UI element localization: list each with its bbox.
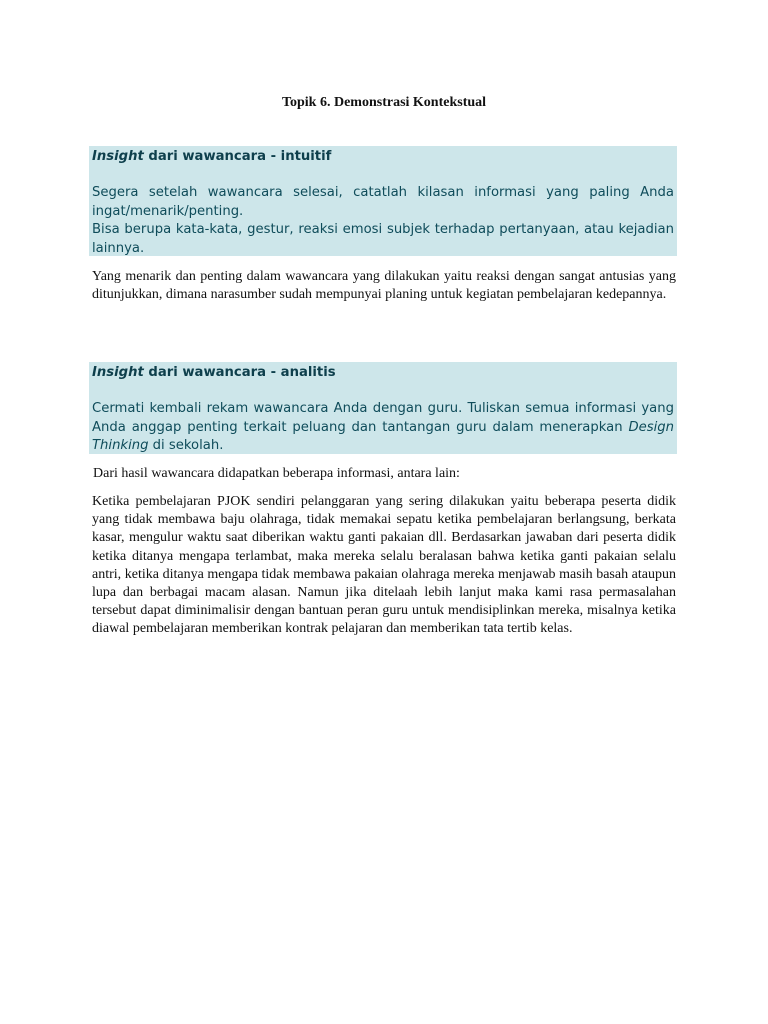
design-thinking-emphasis: Design Thinking bbox=[92, 419, 674, 454]
analytic-instruction-text: Cermati kembali rekam wawancara Anda dengan guru. Tuliskan semua informasi yang Anda anggap penting terkait peluang dan tantangan guru dalam menerapkan bbox=[92, 401, 674, 435]
analytic-answer-paragraph: Ketika pembelajaran PJOK sendiri pelanggaran yang sering dilakukan yaitu beberapa peserta didik yang tidak membawa baju olahraga, tidak memakai sepatu ketika pembelajaran berlangsung, berkata kasar, mengulur waktu saat diberikan waktu ganti pakaian dll. Berdasarkan jawaban dari peserta didik ketika ditanya mengapa terlambat, maka mereka selalu beralasan bahwa ketika ganti pakaian selalu antri, ketika ditanya mengapa tidak membawa pakaian olahraga mereka menjawab masih basah ataupun lupa dan berbagai macam alasan. Namun jika ditelaah lebih lanjut maka kami rasa permasalahan tersebut dapat diminimalisir dengan bantuan peran guru untuk mendisiplinkan mereka, misalnya ketika diawal pembelajaran memberikan kontrak pelajaran dan memberikan tata tertib kelas. bbox=[92, 494, 676, 637]
analytic-heading-text: dari wawancara - analitis bbox=[143, 365, 336, 380]
analytic-instructions bbox=[92, 400, 674, 455]
insight-emphasis: Insight bbox=[92, 149, 144, 164]
analytic-instruction-end: di sekolah. bbox=[148, 438, 224, 454]
intuitive-instruction-line-2: Bisa berupa kata-kata, gestur, reaksi emosi subjek terhadap pertanyaan, atau kejadian lainnya. bbox=[92, 222, 674, 256]
insight-emphasis: Insight bbox=[92, 365, 144, 380]
intuitive-instruction-line-1: Segera setelah wawancara selesai, catatlah kilasan informasi yang paling Anda ingat/menarik/penting. bbox=[92, 185, 674, 219]
intuitive-insight-box bbox=[89, 146, 677, 256]
analytic-insight-heading bbox=[92, 364, 674, 382]
analytic-insight-box bbox=[89, 362, 677, 454]
intuitive-answer-paragraph: Yang menarik dan penting dalam wawancara yang dilakukan yaitu reaksi dengan sangat antusias yang ditunjukkan, dimana narasumber sudah mempunyai planing untuk kegiatan pembelajaran kedepannya. bbox=[92, 269, 676, 303]
intuitive-instructions bbox=[92, 184, 674, 258]
intuitive-insight-heading bbox=[92, 148, 674, 166]
analytic-intro-line: Dari hasil wawancara didapatkan beberapa informasi, antara lain: bbox=[93, 466, 460, 481]
page-title: Topik 6. Demonstrasi Kontekstual bbox=[281, 95, 487, 110]
intuitive-heading-text: dari wawancara - intuitif bbox=[143, 149, 332, 164]
